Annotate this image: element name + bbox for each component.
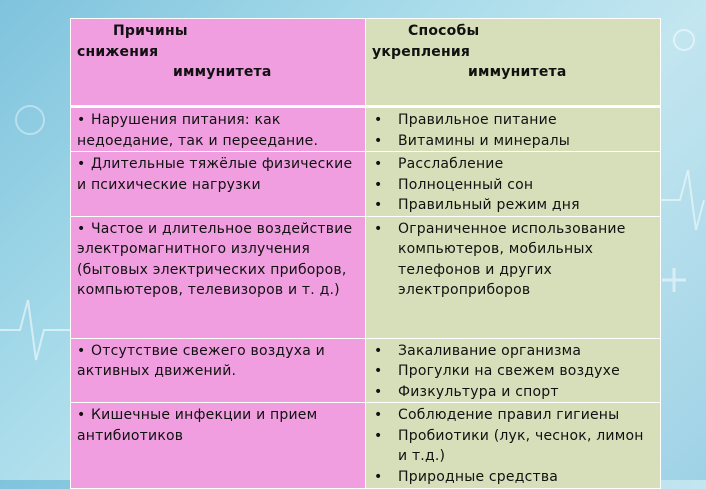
header-remedies-line-3: иммунитета	[468, 64, 567, 80]
immunity-table	[70, 18, 661, 489]
header-remedies-line-1: Способы	[408, 23, 480, 39]
cause-cell: • Длительные тяжёлые физические и психические нагрузки	[71, 152, 366, 217]
cause-cell: • Нарушения питания: как недоедание, так и переедание.	[71, 107, 366, 152]
table-row	[71, 152, 661, 217]
remedy-item: • Пробиотики (лук, чеснок, лимон и т.д.)	[372, 426, 654, 467]
header-remedies	[366, 19, 661, 107]
header-remedies-line-2: укрепления	[372, 43, 471, 60]
table-row	[71, 216, 661, 338]
table-row	[71, 403, 661, 489]
cause-text: Нарушения питания: как недоедание, так и переедание.	[77, 112, 319, 149]
header-causes-line-1: Причины	[113, 23, 188, 39]
cause-text: Кишечные инфекции и прием антибиотиков	[77, 407, 318, 444]
remedy-item: • Природные средства	[372, 467, 654, 488]
remedy-item: • Расслабление	[372, 154, 654, 175]
cause-cell: • Кишечные инфекции и прием антибиотиков	[71, 403, 366, 489]
header-causes-line-3: иммунитета	[173, 64, 272, 80]
remedy-cell	[366, 216, 661, 338]
remedy-item: • Правильное питание	[372, 110, 654, 131]
header-causes	[71, 19, 366, 107]
remedy-cell	[366, 152, 661, 217]
remedy-item: • Соблюдение правил гигиены	[372, 405, 654, 426]
header-row	[71, 19, 661, 107]
cause-text: Отсутствие свежего воздуха и активных движений.	[77, 342, 325, 379]
remedy-item: • Ограниченное использование компьютеров, мобильных телефонов и других электроприборов	[372, 219, 654, 301]
remedy-item: • Прогулки на свежем воздухе	[372, 361, 654, 382]
remedy-item: • Физкультура и спорт	[372, 382, 654, 403]
remedy-cell	[366, 403, 661, 489]
cause-cell: • Отсутствие свежего воздуха и активных движений.	[71, 338, 366, 403]
remedy-cell	[366, 338, 661, 403]
table-row	[71, 338, 661, 403]
remedy-cell	[366, 107, 661, 152]
remedy-item: • Правильный режим дня	[372, 195, 654, 216]
table-row	[71, 107, 661, 152]
remedy-item: • Полноценный сон	[372, 175, 654, 196]
remedy-item: • Закаливание организма	[372, 341, 654, 362]
cause-cell: • Частое и длительное воздействие электромагнитного излучения (бытовых электрических приборов, компьютеров, телевизоров и т. д.)	[71, 216, 366, 338]
cause-text: Длительные тяжёлые физические и психические нагрузки	[77, 156, 353, 193]
remedy-item: • Витамины и минералы	[372, 131, 654, 152]
cause-text: Частое и длительное воздействие электромагнитного излучения (бытовых электрических приборов, компьютеров, телевизоров и т. д.)	[77, 220, 353, 298]
header-causes-line-2: снижения	[77, 43, 159, 60]
